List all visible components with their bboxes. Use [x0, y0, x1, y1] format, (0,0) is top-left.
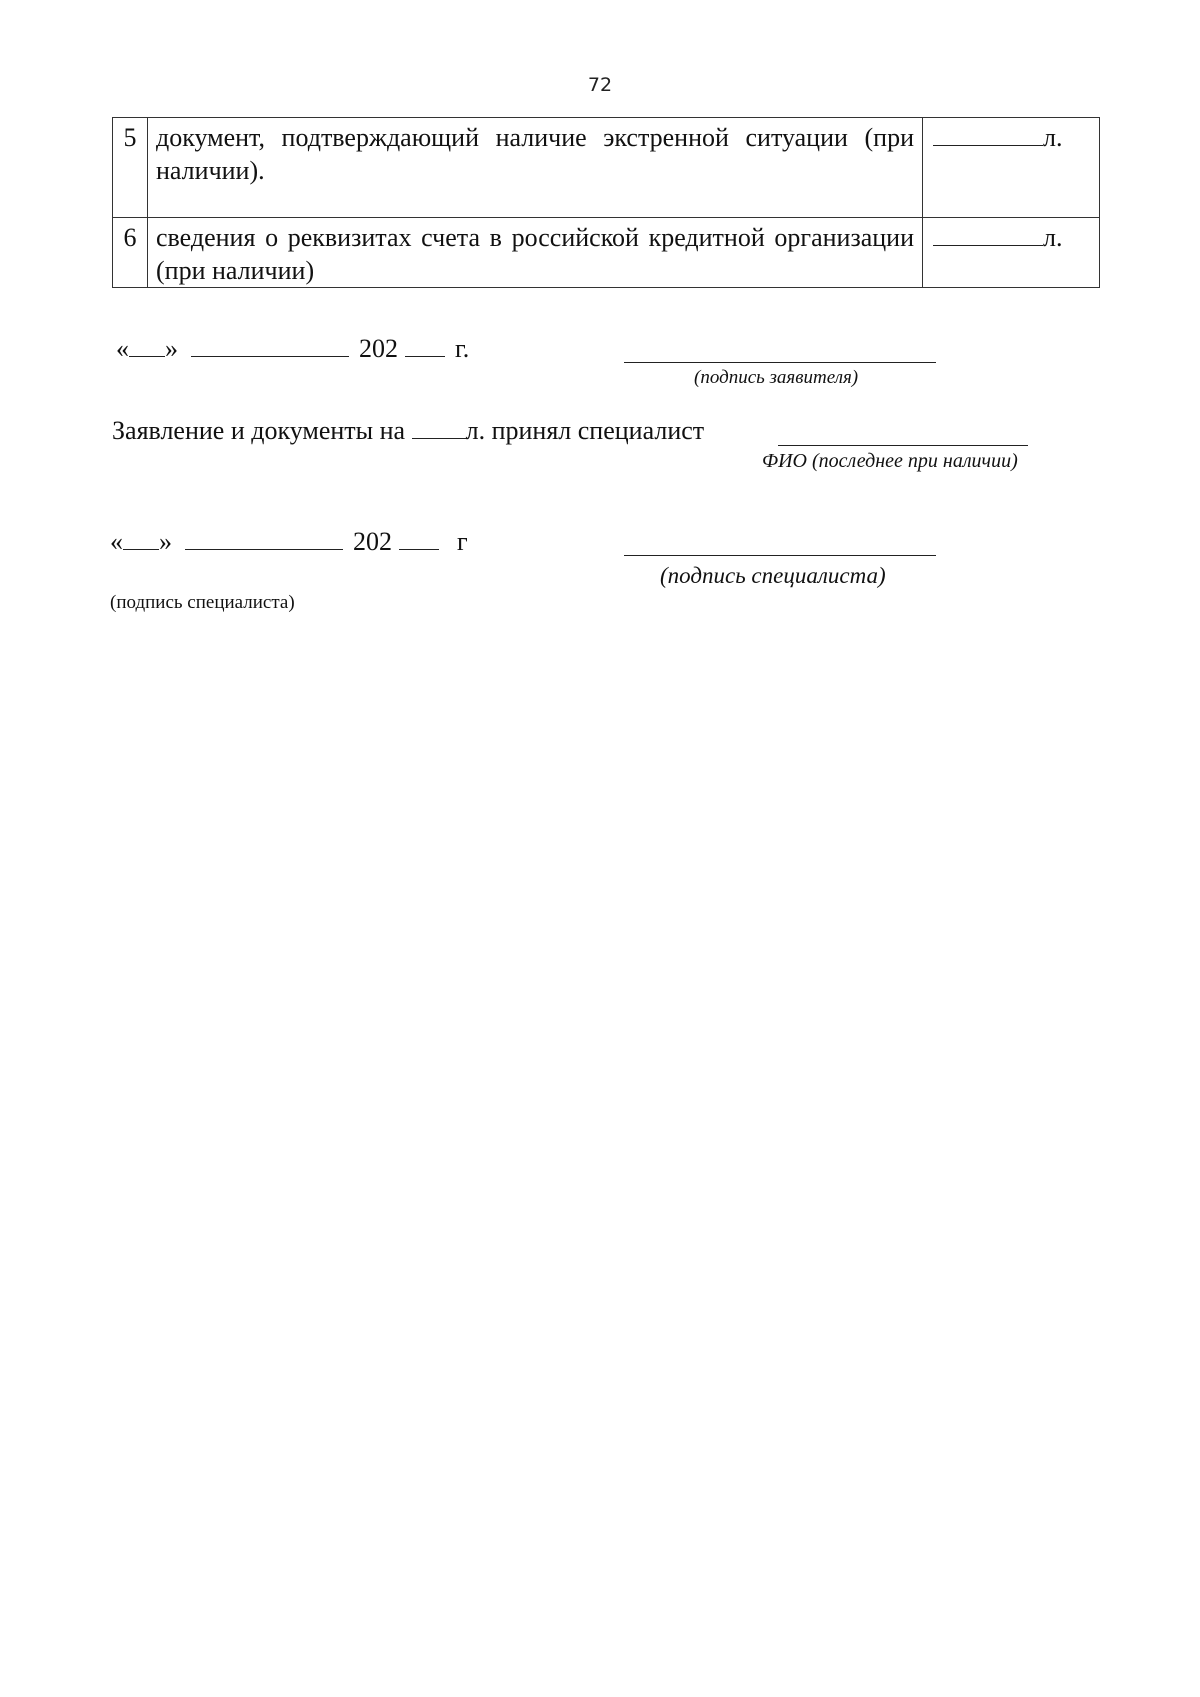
pages-blank — [933, 223, 1043, 246]
row-number: 5 — [113, 118, 148, 218]
year-blank — [405, 334, 445, 357]
year-suffix: г. — [455, 334, 470, 363]
specialist-signature-caption: (подпись специалиста) — [660, 563, 886, 588]
row-pages — [923, 118, 1100, 218]
day-blank — [123, 527, 159, 550]
applicant-signature-caption: (подпись заявителя) — [694, 367, 859, 388]
pages-suffix: л. — [1043, 123, 1063, 152]
acceptance-text-after: л. принял специалист — [465, 416, 705, 445]
year-prefix: 202 — [359, 334, 398, 363]
quote-open: « — [110, 527, 123, 556]
row-description: документ, подтверждающий наличие экстренной ситуации (при наличии). — [148, 118, 923, 218]
fio-caption: ФИО (последнее при наличии) — [762, 450, 1018, 472]
table-row — [113, 118, 1100, 218]
quote-close: » — [165, 334, 178, 363]
row-description: сведения о реквизитах счета в российской кредитной организации (при наличии) — [148, 218, 923, 288]
pages-suffix: л. — [1043, 223, 1063, 252]
fio-line — [778, 445, 1028, 446]
pages-blank — [933, 123, 1043, 146]
specialist-signature-line — [624, 555, 936, 556]
table-row — [113, 218, 1100, 288]
year-suffix: г — [457, 527, 468, 556]
quote-close: » — [159, 527, 172, 556]
acceptance-line — [112, 416, 704, 446]
specialist-date-line — [110, 527, 468, 557]
row-number: 6 — [113, 218, 148, 288]
quote-open: « — [116, 334, 129, 363]
year-prefix: 202 — [353, 527, 392, 556]
month-blank — [185, 527, 343, 550]
page-number: 72 — [587, 74, 613, 96]
row-pages — [923, 218, 1100, 288]
documents-table — [112, 117, 1100, 288]
year-blank — [399, 527, 439, 550]
applicant-date-line — [116, 334, 469, 364]
day-blank — [129, 334, 165, 357]
footer-caption: (подпись специалиста) — [110, 592, 295, 613]
sheets-blank — [412, 416, 466, 439]
applicant-signature-line — [624, 362, 936, 363]
acceptance-text-before: Заявление и документы на — [112, 416, 406, 445]
month-blank — [191, 334, 349, 357]
